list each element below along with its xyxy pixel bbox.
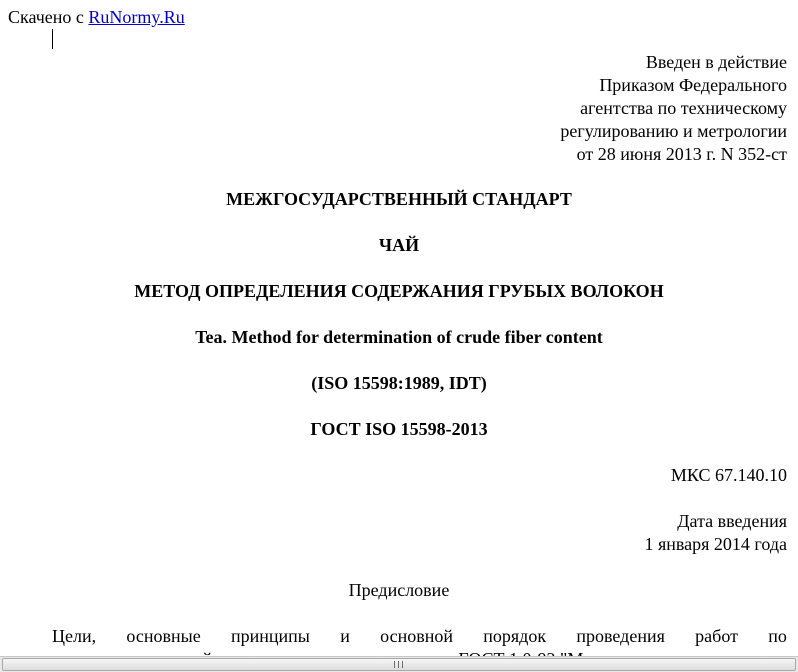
downloaded-prefix: Скачено с: [8, 7, 89, 27]
enactment-line-3: агентства по техническому: [580, 98, 787, 118]
preface-word: основные: [126, 626, 201, 646]
preface-word: порядок: [483, 626, 547, 646]
preface-word: и: [340, 626, 350, 646]
introduction-date-value: 1 января 2014 года: [644, 534, 787, 554]
downloaded-from-line: [8, 6, 185, 28]
scrollbar-thumb[interactable]: [2, 658, 796, 671]
subject-heading: ЧАЙ: [378, 235, 420, 255]
introduction-date-label: Дата введения: [677, 511, 787, 531]
standard-type-heading: МЕЖГОСУДАРСТВЕННЫЙ СТАНДАРТ: [226, 189, 572, 209]
english-title-heading: Tea. Method for determination of crude fiber content: [195, 327, 603, 347]
text-cursor: [52, 29, 53, 49]
preface-paragraph-line-1: [52, 625, 787, 647]
preface-word: Цели,: [52, 626, 97, 646]
gost-number-heading: ГОСТ ISO 15598-2013: [310, 419, 488, 439]
enactment-line-1: Введен в действие: [645, 52, 787, 72]
runormy-link[interactable]: RuNormy.Ru: [88, 7, 185, 27]
method-title-heading: МЕТОД ОПРЕДЕЛЕНИЯ СОДЕРЖАНИЯ ГРУБЫХ ВОЛОКОН: [134, 281, 664, 301]
preface-word: основной: [380, 626, 453, 646]
mks-code: МКС 67.140.10: [670, 465, 787, 485]
preface-word: по: [768, 626, 787, 646]
preface-word: принципы: [231, 626, 310, 646]
preface-word: работ: [695, 626, 738, 646]
preface-heading: Предисловие: [348, 580, 450, 600]
horizontal-scrollbar[interactable]: [0, 656, 798, 672]
enactment-line-4: регулированию и метрологии: [560, 121, 787, 141]
grip-icon: [394, 661, 403, 668]
iso-reference-heading: (ISO 15598:1989, IDT): [311, 373, 487, 393]
preface-word: проведения: [576, 626, 665, 646]
enactment-line-5: от 28 июня 2013 г. N 352-ст: [576, 144, 787, 164]
enactment-line-2: Приказом Федерального: [599, 75, 787, 95]
